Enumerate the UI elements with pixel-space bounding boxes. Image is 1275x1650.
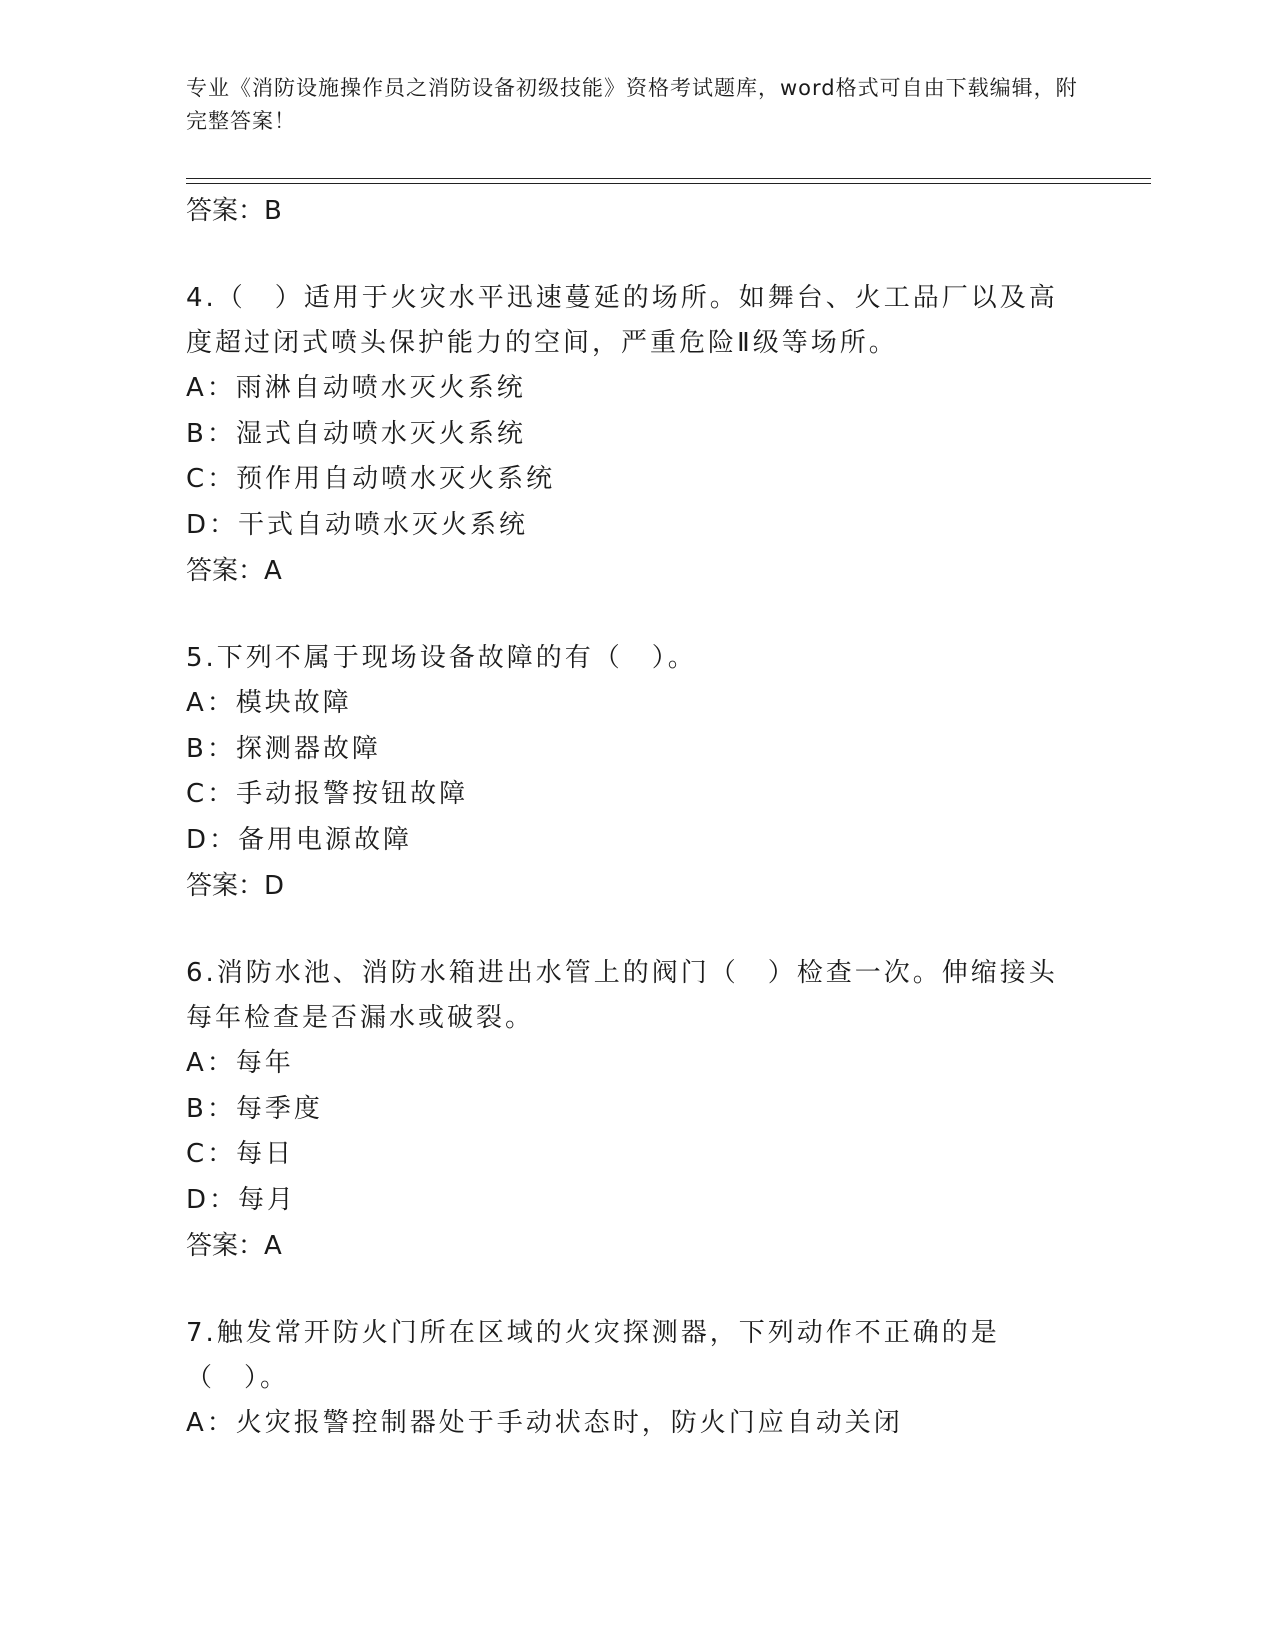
option-d: D：干式自动喷水灭火系统 (186, 509, 529, 540)
question-6 (186, 951, 1086, 1269)
question-stem: 7.触发常开防火门所在区域的火灾探测器，下列动作不正确的是（ ）。 (186, 1318, 1000, 1393)
question-stem: 6.消防水池、消防水箱进出水管上的阀门（ ）检查一次。伸缩接头每年检查是否漏水或破裂。 (186, 958, 1058, 1033)
question-7 (186, 1311, 1086, 1447)
answer-line: 答案：A (186, 1231, 282, 1261)
option-c: C：手动报警按钮故障 (186, 779, 469, 809)
option-a: A：模块故障 (186, 688, 352, 718)
question-5 (186, 636, 1086, 909)
question-stem: 5.下列不属于现场设备故障的有（ ）。 (186, 643, 697, 673)
option-a: A：每年 (186, 1048, 294, 1078)
option-d: D：备用电源故障 (186, 824, 413, 855)
document-body (186, 188, 1086, 1447)
option-a: A：火灾报警控制器处于手动状态时，防火门应自动关闭 (186, 1408, 903, 1438)
option-b: B：每季度 (186, 1093, 323, 1124)
header-divider (186, 178, 1151, 184)
option-b: B：湿式自动喷水灭火系统 (186, 418, 526, 449)
answer-line: 答案：D (186, 871, 285, 901)
page-header: 专业《消防设施操作员之消防设备初级技能》资格考试题库，word格式可自由下载编辑，附完整答案！ (186, 76, 1078, 133)
option-d: D：每月 (186, 1184, 297, 1215)
question-4 (186, 276, 1086, 594)
question-stem: 4.（ ）适用于火灾水平迅速蔓延的场所。如舞台、火工品厂以及高度超过闭式喷头保护能力的空间，严重危险Ⅱ级等场所。 (186, 283, 1058, 358)
answer-line: 答案：B (186, 196, 282, 226)
option-a: A：雨淋自动喷水灭火系统 (186, 373, 526, 403)
answer-line: 答案：A (186, 556, 282, 586)
option-c: C：每日 (186, 1139, 295, 1169)
option-b: B：探测器故障 (186, 733, 381, 764)
option-c: C：预作用自动喷水灭火系统 (186, 464, 556, 494)
